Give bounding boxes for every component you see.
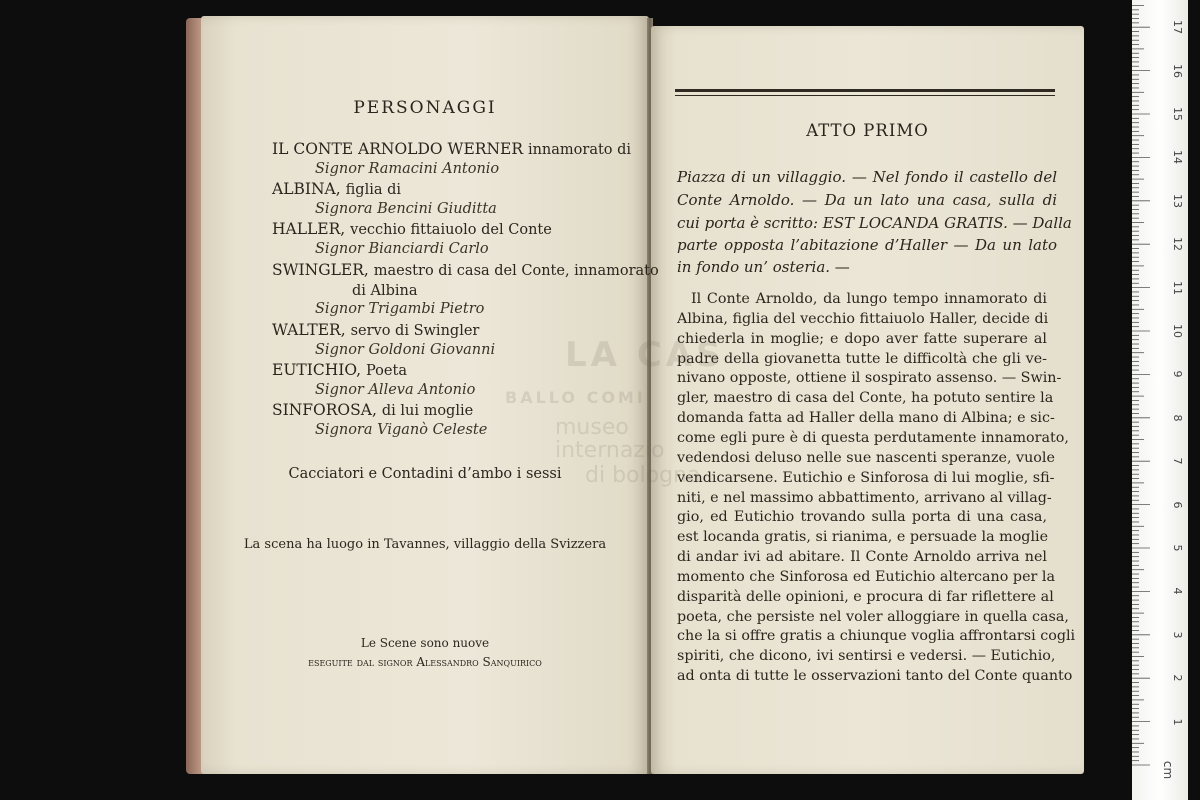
synopsis-line: spiriti, che dicono, ivi sentirsi e vedersi. — Eutichio, bbox=[677, 648, 1056, 664]
cast-entry bbox=[272, 261, 659, 279]
cast-name: ALBINA, bbox=[272, 180, 341, 198]
ruler-number: 14 bbox=[1171, 150, 1184, 164]
cast-performer: Signor Bianciardi Carlo bbox=[315, 241, 489, 257]
ruler-number: 6 bbox=[1171, 501, 1184, 509]
synopsis-line: gler, maestro di casa del Conte, ha potuto sentire la bbox=[677, 390, 1054, 406]
cast-role: maestro di casa del Conte, innamorato bbox=[373, 263, 659, 279]
synopsis-line: padre della giovanetta tutte le difficoltà che gli ve- bbox=[677, 351, 1047, 367]
ruler-number: 15 bbox=[1171, 107, 1184, 121]
scene-line: cui porta è scritto: EST LOCANDA GRATIS. — Dalla bbox=[677, 214, 1072, 232]
cast-entry bbox=[272, 140, 631, 158]
chorus-line: Cacciatori e Contadini d’ambo i sessi bbox=[288, 466, 562, 482]
setting-line: La scena ha luogo in Tavannes, villaggio della Svizzera bbox=[243, 537, 607, 552]
cast-name: SWINGLER, bbox=[272, 261, 369, 279]
cast-role: vecchio fittaiuolo del Conte bbox=[350, 222, 552, 238]
synopsis-line: vedendosi deluso nelle sue nascenti speranze, vuole bbox=[677, 450, 1055, 466]
synopsis-line: vendicarsene. Eutichio e Sinforosa di lui moglie, sfi- bbox=[677, 470, 1055, 486]
synopsis-line: che la si offre gratis a chiunque voglia affrontarsi cogli bbox=[677, 628, 1076, 644]
cast-name: IL CONTE ARNOLDO WERNER bbox=[272, 140, 524, 158]
ruler-number: 7 bbox=[1171, 457, 1184, 465]
ruler-unit-label: cm bbox=[1161, 760, 1175, 780]
scenery-credit: eseguite dal signor Alessandro Sanquirico bbox=[308, 655, 542, 669]
act-title: ATTO PRIMO bbox=[806, 121, 929, 140]
ruler-number: 16 bbox=[1171, 64, 1184, 78]
synopsis-line: poeta, che persiste nel voler alloggiare in quella casa, bbox=[677, 609, 1069, 625]
synopsis-line: Albina, figlia del vecchio fittaiuolo Haller, decide di bbox=[677, 311, 1049, 327]
cast-role: Poeta bbox=[366, 363, 407, 379]
cast-performer: Signor Ramacini Antonio bbox=[315, 161, 500, 177]
synopsis-line: ad onta di tutte le osservazioni tanto del Conte quanto bbox=[677, 668, 1073, 684]
synopsis-line: di andar ivi ad abitare. Il Conte Arnoldo arriva nel bbox=[677, 549, 1047, 565]
cast-role: figlia di bbox=[345, 182, 402, 198]
scene-line: Conte Arnoldo. — Da un lato una casa, sulla di bbox=[677, 191, 1057, 209]
cast-title: PERSONAGGI bbox=[353, 98, 497, 118]
synopsis-line: gio, ed Eutichio trovando sulla porta di una casa, bbox=[677, 509, 1047, 525]
synopsis-line: niti, e nel massimo abbattimento, arrivano al villag- bbox=[677, 490, 1052, 506]
ruler-number: 3 bbox=[1171, 631, 1184, 639]
cast-performer: Signor Goldoni Giovanni bbox=[315, 342, 496, 358]
ruler-number: 5 bbox=[1171, 544, 1184, 552]
cast-name: EUTICHIO, bbox=[272, 361, 362, 379]
ruler-number: 17 bbox=[1171, 20, 1184, 34]
cast-role: di lui moglie bbox=[381, 403, 474, 419]
cast-performer: Signora Viganò Celeste bbox=[315, 422, 488, 438]
synopsis-line: est locanda gratis, si rianima, e persuade la moglie bbox=[677, 529, 1049, 545]
cast-performer: Signora Bencini Giuditta bbox=[315, 201, 497, 217]
cast-name: WALTER, bbox=[272, 321, 346, 339]
ruler-number: 10 bbox=[1171, 324, 1184, 338]
cast-entry bbox=[272, 361, 407, 379]
synopsis-line: nivano opposte, ottiene il sospirato assenso. — Swin- bbox=[677, 370, 1062, 386]
cast-name: HALLER, bbox=[272, 220, 346, 238]
scene-line: parte opposta l’abitazione d’Haller — Da un lato bbox=[677, 236, 1057, 254]
cast-role: innamorato di bbox=[527, 142, 632, 158]
cast-performer: Signor Alleva Antonio bbox=[315, 382, 476, 398]
decorative-rule bbox=[675, 89, 1055, 92]
ruler-number: 8 bbox=[1171, 414, 1184, 422]
synopsis-line: chiederla in moglie; e dopo aver fatte superare al bbox=[677, 331, 1047, 347]
cast-performer: Signor Trigambi Pietro bbox=[315, 301, 485, 317]
synopsis-line: come egli pure è di questa perdutamente innamorato, bbox=[677, 430, 1069, 446]
scenery-line: Le Scene sono nuove bbox=[360, 636, 490, 650]
ruler-number: 4 bbox=[1171, 587, 1184, 595]
ruler-number: 13 bbox=[1171, 194, 1184, 208]
cast-entry bbox=[272, 401, 473, 419]
scene-line: Piazza di un villaggio. — Nel fondo il castello del bbox=[677, 168, 1057, 186]
cast-name: SINFOROSA, bbox=[272, 401, 377, 419]
ruler-number: 11 bbox=[1171, 281, 1184, 295]
cast-entry bbox=[272, 180, 401, 198]
cast-entry bbox=[272, 321, 479, 339]
ruler-number: 12 bbox=[1171, 237, 1184, 251]
synopsis-line: disparità delle opinioni, e procura di far riflettere al bbox=[677, 589, 1054, 605]
cast-role-continued: di Albina bbox=[352, 283, 418, 299]
ruler-number: 9 bbox=[1171, 370, 1184, 378]
cast-entry bbox=[272, 220, 552, 238]
scene-line: in fondo un’ osteria. — bbox=[677, 258, 850, 276]
ruler-number: 1 bbox=[1171, 718, 1184, 726]
synopsis-line: Il Conte Arnoldo, da lungo tempo innamorato di bbox=[691, 291, 1047, 307]
cast-role: servo di Swingler bbox=[350, 323, 480, 339]
decorative-rule bbox=[675, 95, 1055, 96]
synopsis-line: momento che Sinforosa ed Eutichio altercano per la bbox=[677, 569, 1056, 585]
ruler-number: 2 bbox=[1171, 674, 1184, 682]
synopsis-line: domanda fatta ad Haller della mano di Albina; e sic- bbox=[677, 410, 1055, 426]
